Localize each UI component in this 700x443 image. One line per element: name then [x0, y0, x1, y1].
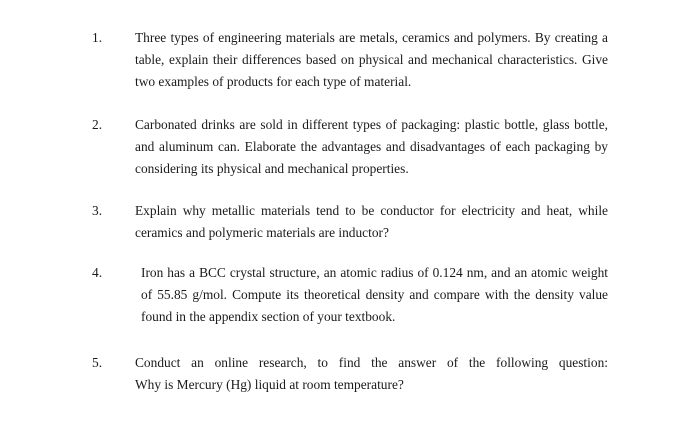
- question-line: ceramics and polymeric materials are inductor?: [135, 225, 389, 240]
- question-line: considering its physical and mechanical properties.: [135, 161, 409, 176]
- question-line: Explain why metallic materials tend to be conductor for electricity and heat, while: [135, 203, 608, 218]
- question-line: and aluminum can. Elaborate the advantages and disadvantages of each packaging by: [135, 139, 608, 154]
- question-text: [135, 114, 608, 180]
- question-number: 2.: [92, 117, 103, 132]
- question-line: of 55.85 g/mol. Compute its theoretical density and compare with the density value: [141, 287, 608, 302]
- question-text: [135, 27, 608, 93]
- question-line: Carbonated drinks are sold in different types of packaging: plastic bottle, glass bottle,: [135, 117, 608, 132]
- question-text: [135, 200, 608, 244]
- question-line: two examples of products for each type of material.: [135, 74, 412, 89]
- question-line: Three types of engineering materials are metals, ceramics and polymers. By creating a: [135, 30, 608, 45]
- question-text: [135, 352, 608, 396]
- question-text: [141, 262, 608, 328]
- question-number: 5.: [92, 355, 103, 370]
- question-line: Why is Mercury (Hg) liquid at room temperature?: [135, 377, 404, 392]
- question-line: Conduct an online research, to find the answer of the following question:: [135, 355, 608, 370]
- question-line: table, explain their differences based on physical and mechanical characteristics. Give: [135, 52, 608, 67]
- question-number: 3.: [92, 203, 103, 218]
- question-number: 4.: [92, 265, 103, 280]
- question-line: Iron has a BCC crystal structure, an atomic radius of 0.124 nm, and an atomic weight: [141, 265, 608, 280]
- question-number: 1.: [92, 30, 103, 45]
- question-line: found in the appendix section of your textbook.: [141, 309, 396, 324]
